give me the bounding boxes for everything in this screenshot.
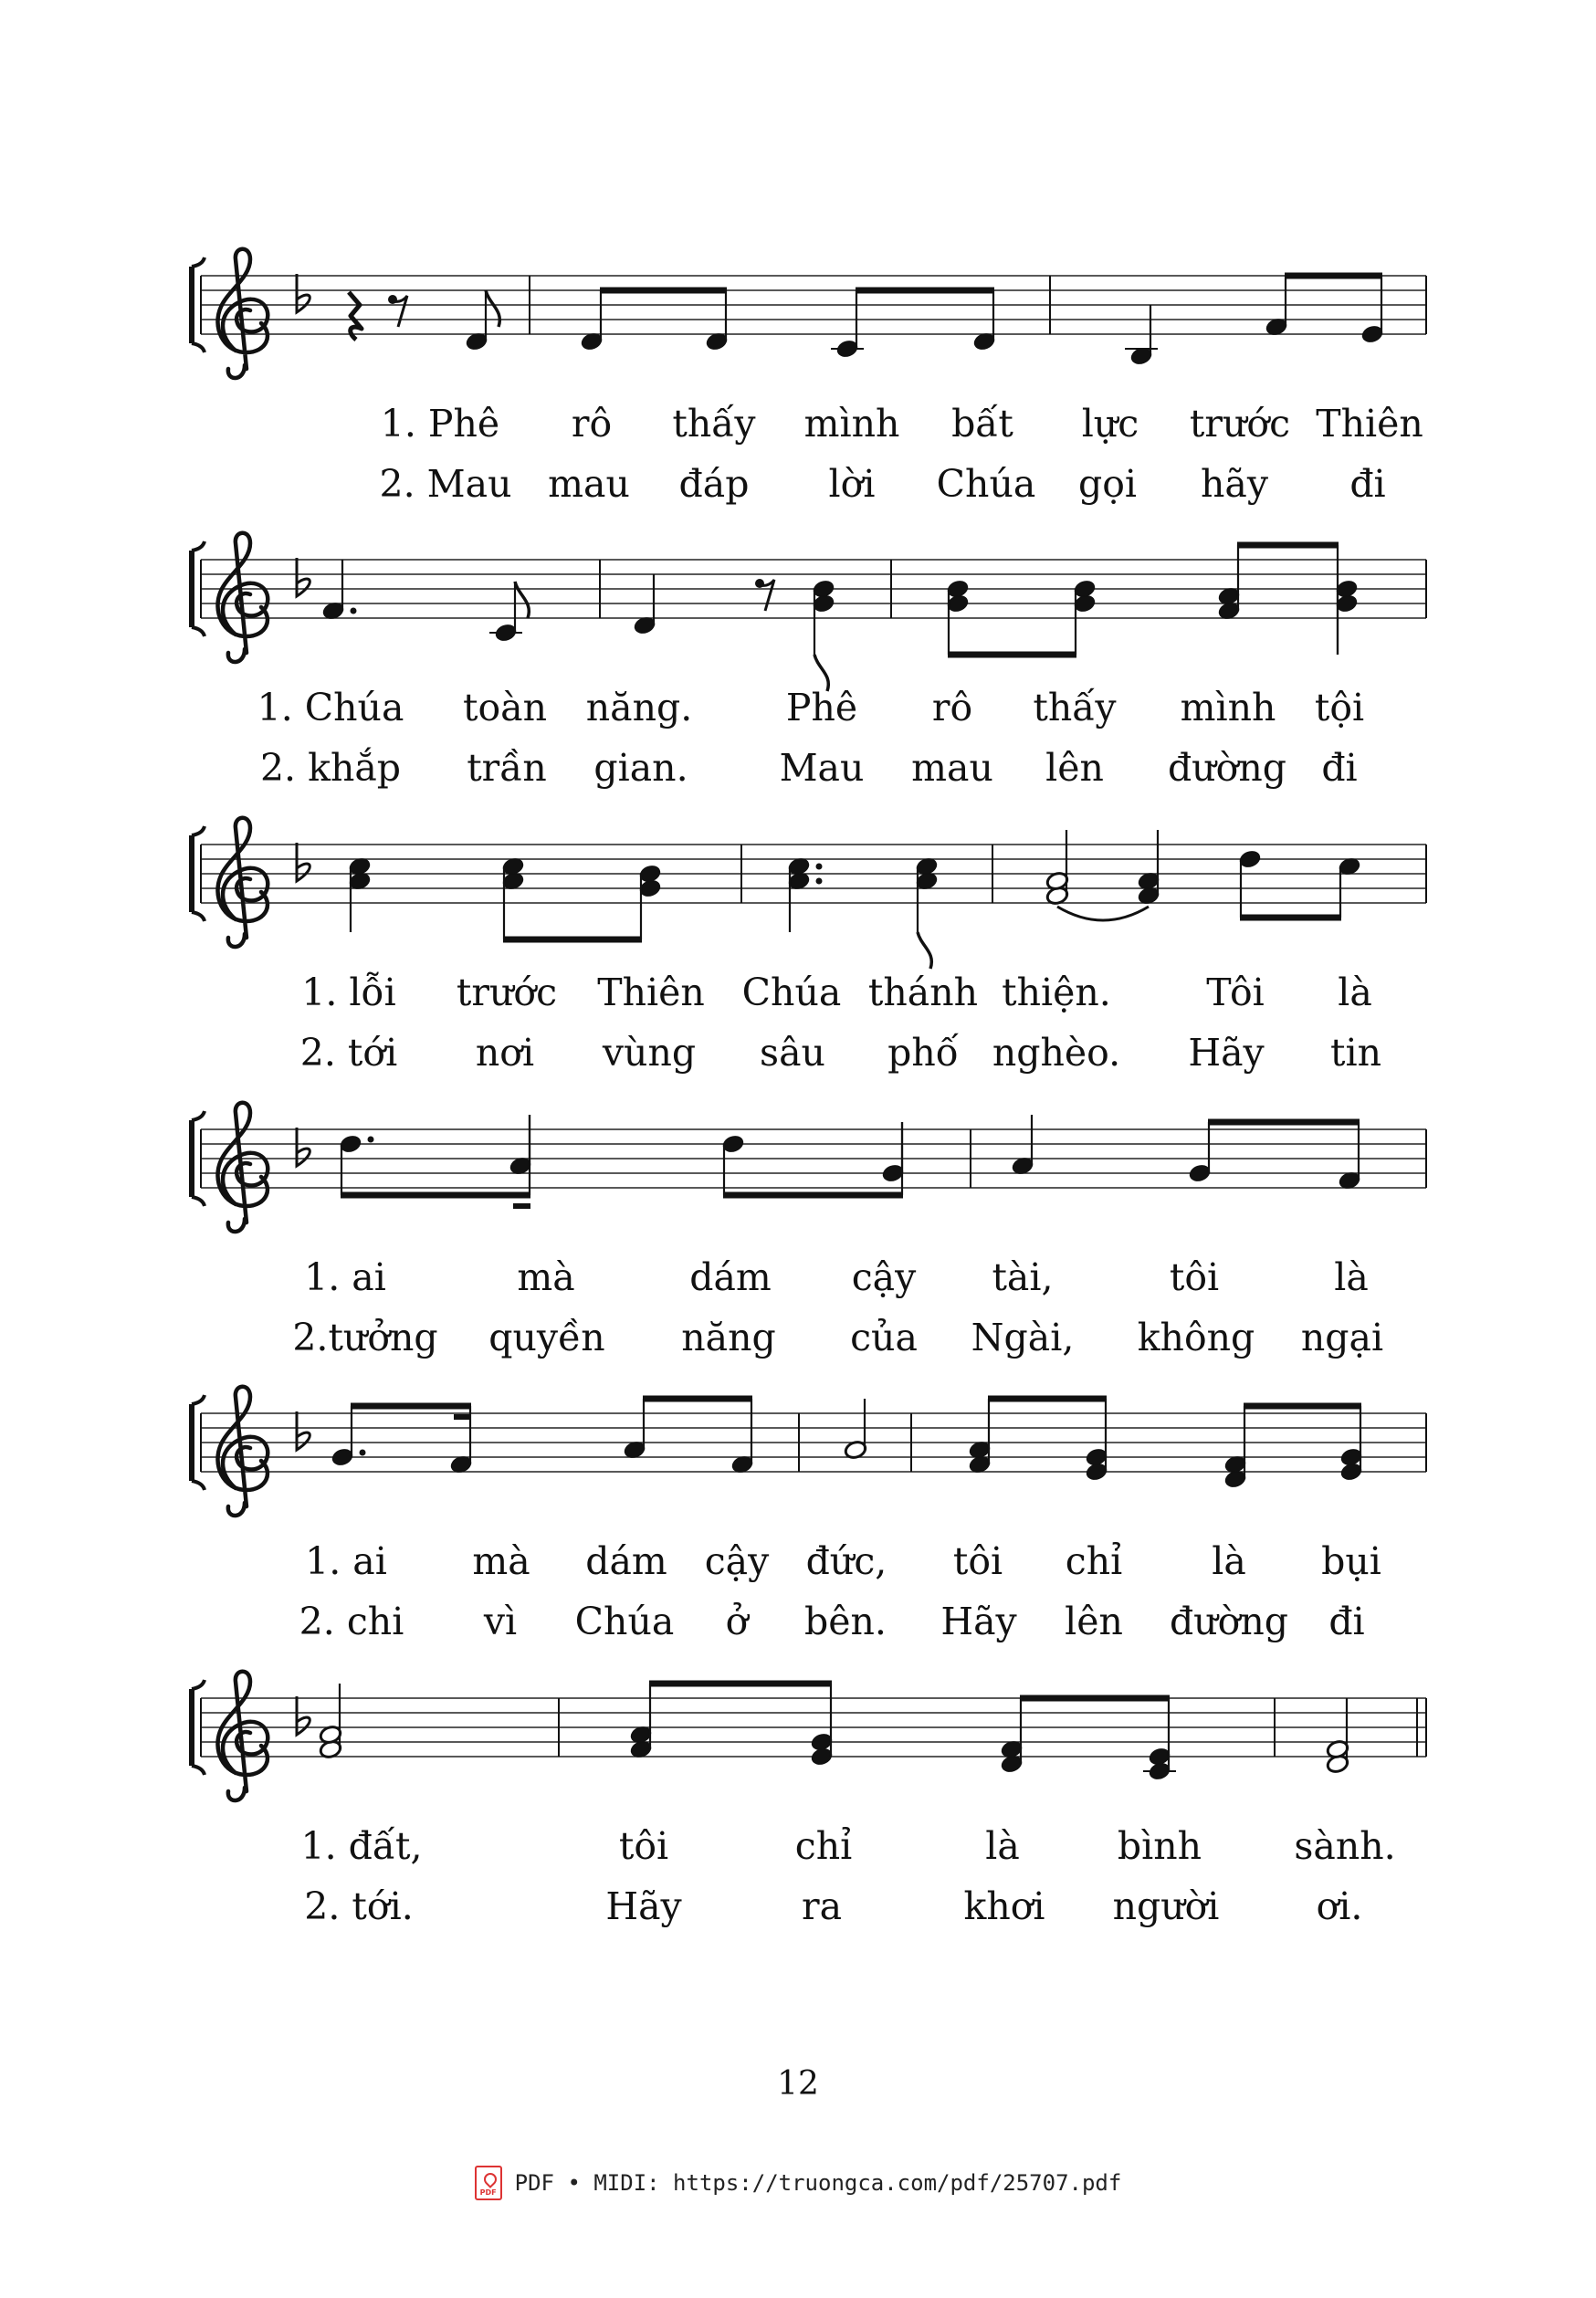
lyric-syllable: ở [725, 1600, 749, 1643]
bracket-bottom-hook [192, 1766, 205, 1775]
lyric-syllable: Thiên [1316, 402, 1423, 446]
lyric-syllable: thấy [1033, 686, 1117, 729]
lyric-syllable: 2.tưởng [292, 1316, 438, 1359]
treble-clef-icon [217, 1387, 268, 1516]
lyric-syllable: vùng [602, 1031, 697, 1075]
bracket-bottom-hook [192, 1197, 205, 1206]
treble-clef-icon [217, 818, 268, 947]
lyric-syllable: đáp [678, 462, 750, 506]
treble-clef-icon [217, 1103, 268, 1232]
lyric-syllable: 1. ai [305, 1539, 387, 1583]
bracket-top-hook [192, 541, 205, 551]
lyric-syllable: Hãy [1188, 1031, 1265, 1075]
lyric-syllable: trước [456, 971, 558, 1014]
bracket-top-hook [192, 257, 205, 267]
augmentation-dot [816, 878, 823, 885]
bracket-top-hook [192, 1680, 205, 1689]
bracket-top-hook [192, 1395, 205, 1404]
lyric-syllable: là [1212, 1539, 1246, 1583]
treble-clef-shape [217, 1387, 268, 1516]
lyric-syllable: mình [1180, 686, 1276, 729]
lyric-syllable: rô [571, 402, 613, 446]
eighth-flag [486, 290, 499, 327]
treble-clef-shape [217, 1103, 268, 1232]
lyric-syllable: là [1334, 1255, 1369, 1299]
eighth-flag [918, 932, 931, 969]
lyric-syllable: trần [467, 746, 547, 790]
lyric-syllable: 1. Chúa [257, 686, 404, 729]
lyric-syllable: tài, [992, 1255, 1054, 1299]
lyric-syllable: 2. tới [299, 1031, 398, 1075]
lyric-syllable: thấy [672, 402, 756, 446]
footer-link[interactable] [0, 2166, 1596, 2200]
lyric-syllable: mà [517, 1255, 575, 1299]
treble-clef-icon [217, 1672, 268, 1800]
lyric-syllable: 1. Phê [380, 402, 500, 446]
lyric-syllable: lực [1081, 402, 1139, 446]
lyric-syllable: quyền [488, 1316, 605, 1359]
lyric-syllable: Chúa [741, 971, 842, 1014]
lyric-syllable: chỉ [1065, 1539, 1123, 1583]
lyric-syllable: khơi [963, 1884, 1045, 1928]
lyric-syllable: nơi [475, 1031, 535, 1075]
lyric-syllable: rô [931, 686, 973, 729]
eighth-rest [393, 296, 407, 327]
lyric-syllable: tin [1330, 1031, 1381, 1075]
lyric-syllable: bình [1117, 1824, 1202, 1868]
lyric-syllable: năng. [585, 686, 693, 729]
augmentation-dot [360, 1450, 366, 1456]
lyric-syllable: 1. ai [304, 1255, 386, 1299]
bracket-top-hook [192, 826, 205, 835]
lyric-syllable: trước [1189, 402, 1291, 446]
eighth-flag [515, 582, 529, 618]
treble-clef-icon [217, 533, 268, 662]
bracket-top-hook [192, 1111, 205, 1120]
lyric-syllable: tôi [1169, 1255, 1220, 1299]
quarter-rest [349, 292, 362, 340]
flat-shape [297, 843, 310, 881]
lyric-syllable: 2. chi [299, 1600, 404, 1643]
lyric-syllable: là [985, 1824, 1020, 1868]
lyric-syllable: đi [1328, 1600, 1365, 1643]
lyric-syllable: tôi [952, 1539, 1003, 1583]
lyric-syllable: đức, [805, 1539, 887, 1583]
treble-clef-shape [217, 818, 268, 947]
lyric-syllable: mà [472, 1539, 530, 1583]
flat-icon [297, 1411, 310, 1450]
lyric-syllable: dám [689, 1255, 772, 1299]
lyric-syllable: 2. khắp [259, 746, 402, 790]
flat-icon [297, 274, 310, 312]
lyric-syllable: bất [951, 402, 1013, 446]
lyric-syllable: đường [1168, 746, 1286, 790]
lyric-syllable: đường [1170, 1600, 1288, 1643]
treble-clef-shape [217, 249, 268, 378]
lyric-syllable: không [1137, 1316, 1255, 1359]
lyric-syllable: Hãy [605, 1884, 682, 1928]
lyric-syllable: năng [681, 1316, 776, 1359]
lyric-syllable: lên [1065, 1600, 1123, 1643]
bracket-bottom-hook [192, 912, 205, 921]
page-number: 12 [777, 2065, 819, 2103]
lyric-syllable: Chúa [936, 462, 1036, 506]
lyric-syllable: dám [585, 1539, 667, 1583]
flat-shape [297, 1128, 310, 1166]
lyric-syllable: sâu [760, 1031, 825, 1075]
lyric-syllable: mau [548, 462, 630, 506]
lyric-syllable: 1. đất, [300, 1824, 423, 1868]
lyric-syllable: thiện. [1002, 971, 1111, 1014]
lyric-syllable: gọi [1077, 462, 1138, 506]
flat-shape [297, 558, 310, 596]
lyric-syllable: 2. Mau [379, 462, 512, 506]
lyric-syllable: tôi [618, 1824, 669, 1868]
lyric-syllable: tội [1314, 686, 1365, 729]
lyric-syllable: Ngài, [971, 1316, 1075, 1359]
lyric-syllable: bụi [1321, 1539, 1381, 1583]
flat-shape [297, 274, 310, 312]
lyric-syllable: là [1338, 971, 1372, 1014]
eighth-rest [760, 580, 774, 611]
flat-icon [297, 1696, 310, 1735]
lyric-syllable: lên [1045, 746, 1104, 790]
lyric-syllable: Thiên [597, 971, 705, 1014]
treble-clef-icon [217, 249, 268, 378]
lyric-syllable: Mau [779, 746, 865, 790]
lyric-syllable: ra [801, 1884, 843, 1928]
lyric-syllable: sành. [1294, 1824, 1396, 1868]
bracket-bottom-hook [192, 627, 205, 636]
lyric-syllable: thánh [867, 971, 979, 1014]
tie [1057, 907, 1149, 920]
lyric-syllable: gian. [593, 746, 688, 790]
treble-clef-shape [217, 1672, 268, 1800]
lyric-syllable: toàn [462, 686, 548, 729]
augmentation-dot [816, 864, 823, 870]
pdf-file-icon [475, 2166, 502, 2200]
lyric-syllable: người [1112, 1884, 1220, 1928]
lyric-syllable: đi [1321, 746, 1358, 790]
lyric-syllable: của [850, 1316, 918, 1359]
flat-icon [297, 1128, 310, 1166]
flat-shape [297, 1696, 310, 1735]
lyric-syllable: 1. lỗi [301, 971, 396, 1014]
flat-icon [297, 558, 310, 596]
lyric-syllable: ơi. [1316, 1884, 1363, 1928]
augmentation-dot [368, 1137, 374, 1143]
lyric-syllable: chỉ [794, 1824, 853, 1868]
augmentation-dot [351, 608, 357, 614]
lyric-syllable: 2. tới. [304, 1884, 414, 1928]
footer-text[interactable]: PDF • MIDI: https://truongca.com/pdf/25707.pdf [514, 2170, 1122, 2196]
lyric-syllable: Chúa [574, 1600, 675, 1643]
flat-icon [297, 843, 310, 881]
lyric-syllable: vì [483, 1600, 518, 1643]
lyric-syllable: Hãy [940, 1600, 1017, 1643]
lyric-syllable: lời [828, 462, 876, 506]
lyric-syllable: đi [1349, 462, 1386, 506]
lyric-syllable: bên. [804, 1600, 887, 1643]
lyric-syllable: nghèo. [992, 1031, 1121, 1075]
flat-shape [297, 1411, 310, 1450]
lyric-syllable: Tôi [1206, 971, 1265, 1014]
lyric-syllable: cậy [851, 1255, 917, 1299]
lyric-syllable: phố [887, 1031, 959, 1075]
lyric-syllable: ngại [1300, 1316, 1384, 1359]
treble-clef-shape [217, 533, 268, 662]
lyric-syllable: cậy [704, 1539, 770, 1583]
lyric-syllable: mình [803, 402, 900, 446]
lyric-syllable: mau [911, 746, 993, 790]
bracket-bottom-hook [192, 343, 205, 352]
lyric-syllable: Phê [785, 686, 858, 729]
lyric-syllable: hãy [1200, 462, 1269, 506]
bracket-bottom-hook [192, 1481, 205, 1490]
